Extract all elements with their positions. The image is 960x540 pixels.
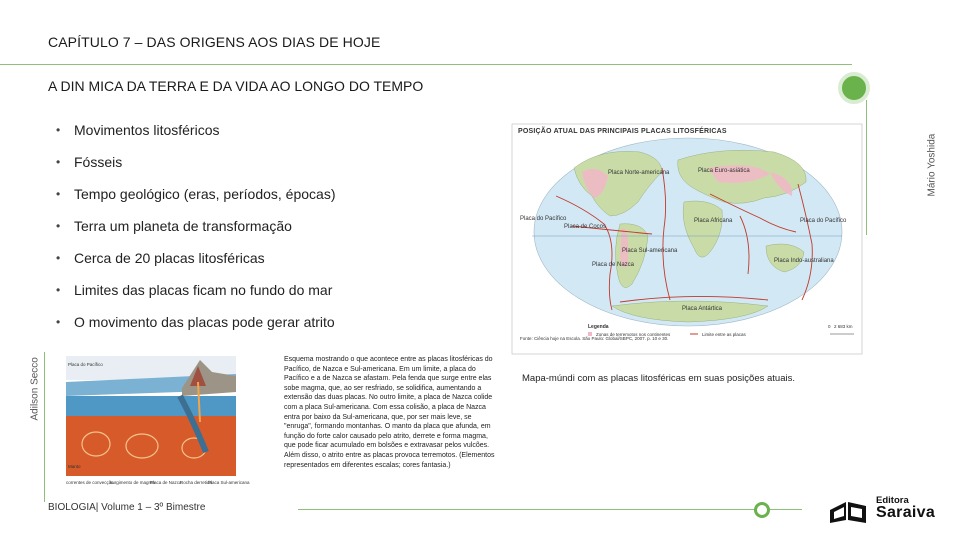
- map-credit: [925, 88, 939, 198]
- map-label: Placa do Pacífico: [800, 218, 847, 224]
- block-description: Esquema mostrando o que acontece entre as placas litosféricas do Pacífico, de Nazca e Sul-americana. Em um limite, a placa do Pacífico e a de Nazca se afastam. Pela fenda que surge entre elas sobe magma, que, ao ser resfriado, se solidifica, aumentando a extensão das duas placas. No outro limite, a placa de Nazca colide com a placa Sul-americana. Com essa colisão, a placa de Nazca entra por baixo da Sul-americana, que, por ser mais leve, se "enruga", formando montanhas. O manto da placa que afunda, em função do forte calor causado pelo atrito, derrete e forma magma, que pode ficar acumulado em bolsões e extravasar pelos vulcões. Além disso, o atrito entre as placas provoca terremotos. (Elementos representados em diferentes escalas; cores fantasia.): [284, 356, 495, 469]
- scale-zero: 0: [828, 324, 831, 329]
- list-item: [52, 180, 335, 212]
- list-item-text: Movimentos litosféricos: [74, 122, 220, 138]
- footer-circle-icon: [754, 502, 770, 518]
- footer-divider-end: [770, 509, 802, 510]
- map-label: Placa de Nazca: [592, 262, 635, 268]
- logo-bottom-text: Saraiva: [876, 504, 936, 521]
- list-item: [52, 212, 335, 244]
- right-divider: [866, 100, 867, 235]
- block-label: Placa de Nazca: [150, 480, 182, 485]
- bullet-marker: •: [56, 187, 61, 201]
- block-label: Manto: [68, 464, 81, 469]
- bullet-marker: •: [56, 155, 61, 169]
- bullet-marker: •: [56, 123, 61, 137]
- map-label: Placa Euro-asiática: [698, 168, 750, 174]
- scale-label: 2 683 km: [834, 324, 853, 329]
- header-divider: [0, 64, 852, 65]
- map-label: Placa do Pacífico: [520, 216, 567, 222]
- list-item-text: Fósseis: [74, 154, 123, 170]
- list-item-text: Cerca de 20 placas litosféricas: [74, 250, 265, 266]
- chapter-title: CAPÍTULO 7 – DAS ORIGENS AOS DIAS DE HOJE: [48, 34, 381, 50]
- bullet-marker: •: [56, 283, 61, 297]
- list-item-text: O movimento das placas pode gerar atrito: [74, 314, 335, 330]
- bullet-marker: •: [56, 315, 61, 329]
- list-item: [52, 308, 335, 340]
- map-label: Placa Sul-americana: [622, 248, 678, 254]
- legend-swatch-quake: [588, 332, 592, 336]
- map-caption: Mapa-múndi com as placas litosféricas em suas posições atuais.: [522, 373, 795, 384]
- list-item: [52, 244, 335, 276]
- legend-title: Legenda: [588, 324, 609, 330]
- block-label: Rocha derretida: [180, 480, 213, 485]
- map-label: Placa Indo-australiana: [774, 258, 834, 264]
- block-label: correntes de convecção: [66, 480, 114, 485]
- plate-layer: [66, 396, 236, 416]
- map-credit-text: Mário Yoshida: [926, 133, 938, 197]
- legend-item: Limite entre as placas: [702, 332, 746, 337]
- block-label: Placa do Pacífico: [68, 362, 103, 367]
- left-divider: [44, 352, 45, 502]
- map-label: Placa de Cocos: [564, 224, 607, 230]
- bullet-marker: •: [56, 219, 61, 233]
- block-label: surgimento de magma: [110, 480, 155, 485]
- map-title: POSIÇÃO ATUAL DAS PRINCIPAIS PLACAS LITOSFÉRICAS: [518, 128, 727, 135]
- footer-divider: [298, 509, 758, 510]
- plate-map: [512, 124, 862, 354]
- legend-item: Zonas de terremotos nos continentes: [596, 332, 671, 337]
- list-item: [52, 148, 335, 180]
- list-item-text: Terra um planeta de transformação: [74, 218, 292, 234]
- plate-block-diagram: [62, 352, 250, 492]
- map-label: Placa Norte-americana: [608, 170, 670, 176]
- list-item-text: Limites das placas ficam no fundo do mar: [74, 282, 333, 298]
- map-source: Fonte: Ciência hoje na Escola. São Paulo: Global/SBPC, 2007. p. 10 e 30.: [520, 336, 669, 341]
- list-item: [52, 276, 335, 308]
- block-credit-text: Adilson Secco: [29, 357, 41, 421]
- section-title: A DIN MICA DA TERRA E DA VIDA AO LONGO DO TEMPO: [48, 78, 424, 94]
- publisher-logo: [826, 494, 940, 526]
- map-label: Placa Antártica: [682, 306, 723, 312]
- list-item: [52, 116, 335, 148]
- map-label: Placa Africana: [694, 218, 733, 224]
- bullet-marker: •: [56, 251, 61, 265]
- logo-top-text: Editora: [876, 495, 909, 506]
- book-icon: [826, 496, 870, 524]
- list-item-text: Tempo geológico (eras, períodos, épocas): [74, 186, 336, 202]
- topic-list: [52, 116, 335, 340]
- block-label: Placa Sul-americana: [208, 480, 250, 485]
- footer-text: BIOLOGIA| Volume 1 – 3º Bimestre: [48, 502, 206, 513]
- mantle: [66, 416, 236, 476]
- block-credit: [28, 340, 42, 430]
